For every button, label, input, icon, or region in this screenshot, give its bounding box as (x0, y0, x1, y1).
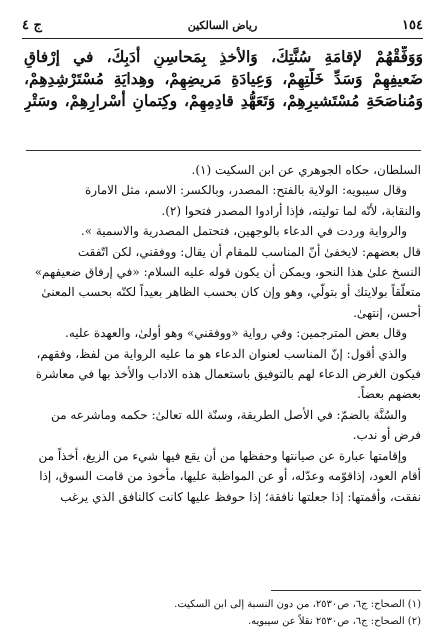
main-text-line: وَوَفِّقْهُمْ لإقامَةِ سُنَّتِكَ، وَالأخذِ بِمَحاسِنِ أدَبِكَ، في إرْفاقِ (24, 47, 423, 66)
commentary-line: أقام العود، إذاقوّمه وعدّله، أو عن المواظبة عليها، مأخوذ من قامت السوق، إذا (39, 469, 421, 484)
main-text-line: وَمُناصَحَةِ مُسْتَشيرِهِمْ، وَتَعَهُّدِ قادِمِهِمْ، وكِتمانِ أسْرارِهِمْ، وسَتْرِ (24, 91, 423, 110)
commentary-line: فيكون الغرض الدعاء لهم بالتوفيق باستعمال هذه الاداب والأخذ بها في معاشرة (35, 367, 421, 382)
commentary-line: والسُنَّة بالضمّ: في الأصل الطريقة، وسنّة الله تعالىٰ: حكمه وماشرعه من (50, 407, 407, 422)
footnote-rule (271, 590, 421, 591)
main-text-line: ضَعيفِهِمْ وَسَدِّ خَلَّتِهِمْ، وَعِيادَةِ مَريضِهِمْ، وهِدايَةِ مُسْتَرْشِدِهِمْ، (24, 69, 423, 88)
commentary-line: نفقت، وأقمتها: إذا جعلتها نافقة؛ إذا حوفظ عليها كانت كالنافق الذي يرغب (60, 489, 421, 504)
footnote: (١) الصحاح: ج٦، ص٢٥٣٠، من دون النسبة إلى ابن السكيت. (174, 599, 421, 610)
commentary-line: فرض أو ندب. (352, 428, 421, 443)
page-number: ١٥٤ (402, 17, 423, 33)
section-divider (26, 150, 421, 151)
main-text (24, 46, 423, 112)
commentary-line: والرواية وردت في الدعاء بالوجهين، فتحتمل المصدرية والاسمية ». (80, 224, 407, 239)
header-rule (22, 38, 423, 39)
commentary-line: متعلّقاً بولايتك أو بتولّي، وهو وإن كان بحسب الظاهر بعيداً لكنّه بحسب المعنىٰ (41, 285, 421, 300)
commentary (20, 160, 421, 507)
commentary-line: قال بعضهم: لايخفىٰ أنّ المناسب للمقام أن يقال: ووفقني، لكن اتّفقت (77, 244, 421, 259)
commentary-line: وقال سيبويه: الولاية بالفتح: المصدر، وبالكسر: الاسم، مثل الامارة (85, 183, 407, 198)
commentary-line: بعضهم بعضاً. (357, 387, 421, 402)
footnote: (٢) الصحاح: ج٦، ص٢٥٣٠ نقلاً عن سيبويه. (247, 616, 421, 627)
commentary-line: والنقابة، لأنّه لما توليته، فإذا أرادوا المصدر فتحوا (٢). (161, 203, 421, 218)
commentary-line: أحسن، إنتهىٰ. (353, 305, 421, 320)
footnotes (30, 596, 421, 630)
book-title: رياض السالكين (187, 18, 258, 32)
page-header (22, 14, 423, 36)
commentary-line: والذي أقول: إنّ المناسب لعنوان الدعاء هو ما عليه الرواية من لفظ، وفقهم، (36, 346, 407, 361)
commentary-line: وإقامتها عبارة عن صيانتها وحفظها من أن يقع فيها شيء من الزيغ، أخذاً من (38, 448, 407, 463)
volume-label: ج ٤ (22, 17, 42, 33)
commentary-line: السلطان، حكاه الجوهري عن ابن السكيت (١). (191, 163, 421, 177)
commentary-line: النسخ علىٰ هذا النحو، ويمكن أن يكون قوله عليه السلام: «في إرفاق ضعيفهم» (34, 265, 421, 280)
commentary-line: وقال بعض المترجمين: وفي رواية «ووفقني» وهو أولىٰ، والعهدة عليه. (65, 326, 407, 341)
